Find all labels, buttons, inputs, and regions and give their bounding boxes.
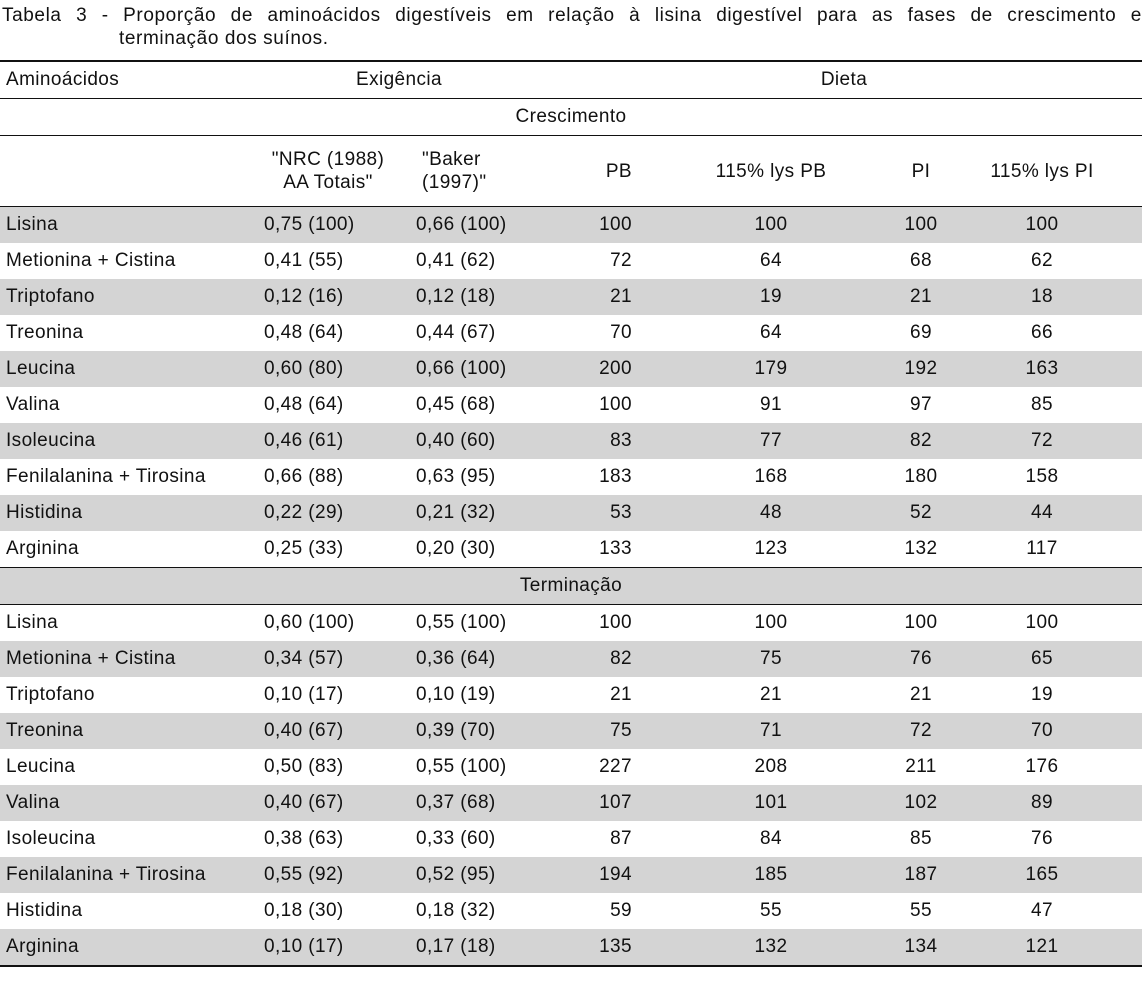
baker-value: 0,18 (32) <box>416 900 496 921</box>
pb-value: 82 <box>546 641 642 677</box>
table-row <box>0 243 1142 279</box>
table-row <box>0 459 1142 495</box>
amino-acid-name: Valina <box>0 785 252 821</box>
lys115-pb-value: 21 <box>760 684 782 705</box>
lys115-pi-value: 47 <box>1031 900 1053 921</box>
pb-value: 72 <box>610 250 632 271</box>
pi-value: 192 <box>900 351 942 387</box>
lys115-pi-value: 100 <box>942 207 1142 244</box>
caption-text-line-2: terminação dos suínos. <box>119 28 329 49</box>
amino-acid-name: Fenilalanina + Tirosina <box>0 857 252 893</box>
lys115-pi-value: 66 <box>1031 322 1053 343</box>
lys115-pb-value: 101 <box>642 785 900 821</box>
header-baker-line-2: (1997)" <box>422 172 487 193</box>
pi-value: 180 <box>904 466 938 487</box>
lys115-pi-value: 72 <box>942 423 1142 459</box>
nrc-value: 0,48 (64) <box>264 394 344 415</box>
lys115-pi-value: 100 <box>1025 612 1059 633</box>
table-row <box>0 929 1142 966</box>
lys115-pb-value: 132 <box>642 929 900 966</box>
lys115-pi-value: 19 <box>1031 684 1053 705</box>
pi-value: 102 <box>900 785 942 821</box>
amino-acid-name: Treonina <box>0 713 252 749</box>
pb-value: 107 <box>546 785 642 821</box>
pb-value: 194 <box>546 857 642 893</box>
pb-value: 87 <box>610 828 632 849</box>
lys115-pb-value: 19 <box>642 279 900 315</box>
section-row-crescimento <box>0 99 1142 136</box>
caption-line-1 <box>2 4 1142 27</box>
pb-value: 70 <box>610 322 632 343</box>
amino-acid-name: Isoleucina <box>6 828 96 849</box>
nrc-value: 0,18 (30) <box>264 900 344 921</box>
pi-value: 52 <box>900 495 942 531</box>
nrc-value: 0,50 (83) <box>264 756 344 777</box>
nrc-value: 0,22 (29) <box>252 495 404 531</box>
header-nrc-line-2: AA Totais" <box>283 172 373 193</box>
pb-value: 200 <box>546 351 642 387</box>
amino-acid-name: Histidina <box>0 495 252 531</box>
lys115-pi-value: 44 <box>942 495 1142 531</box>
lys115-pb-value: 75 <box>642 641 900 677</box>
nrc-value: 0,10 (17) <box>252 929 404 966</box>
pi-value: 76 <box>900 641 942 677</box>
table-row <box>0 495 1142 531</box>
lys115-pb-value: 100 <box>642 207 900 244</box>
section-row-terminacao <box>0 568 1142 605</box>
table-row <box>0 605 1142 642</box>
lys115-pb-value: 123 <box>754 538 788 559</box>
nrc-value: 0,12 (16) <box>252 279 404 315</box>
lys115-pi-value: 62 <box>1031 250 1053 271</box>
pb-value: 133 <box>599 538 632 559</box>
lys115-pi-value: 158 <box>1025 466 1059 487</box>
nrc-value: 0,55 (92) <box>252 857 404 893</box>
amino-acid-name: Triptofano <box>0 279 252 315</box>
table-row <box>0 531 1142 568</box>
header-baker-line-1: "Baker <box>422 149 481 170</box>
pb-value: 100 <box>599 394 632 415</box>
pb-value: 100 <box>546 207 642 244</box>
header-nrc <box>252 136 404 207</box>
pb-value: 135 <box>546 929 642 966</box>
pi-value: 68 <box>910 250 932 271</box>
lys115-pb-value: 91 <box>760 394 782 415</box>
lys115-pi-value: 70 <box>942 713 1142 749</box>
pb-value: 53 <box>546 495 642 531</box>
pb-value: 21 <box>546 279 642 315</box>
pi-value: 132 <box>904 538 938 559</box>
lys115-pb-value: 71 <box>642 713 900 749</box>
header-115-lys-pi: 115% lys PI <box>942 136 1142 207</box>
baker-value: 0,39 (70) <box>404 713 546 749</box>
section-body-crescimento <box>0 207 1142 568</box>
pi-value: 21 <box>900 279 942 315</box>
pi-value: 134 <box>900 929 942 966</box>
amino-acid-name: Lisina <box>0 207 252 244</box>
header-pb: PB <box>546 136 642 207</box>
header-dieta: Dieta <box>546 61 1142 99</box>
pi-value: 82 <box>900 423 942 459</box>
lys115-pb-value: 168 <box>754 466 788 487</box>
section-title-terminacao: Terminação <box>0 568 1142 605</box>
amino-acid-table <box>0 60 1142 967</box>
section-body-terminacao <box>0 605 1142 967</box>
pb-value: 83 <box>546 423 642 459</box>
lys115-pi-value: 76 <box>1031 828 1053 849</box>
baker-value: 0,63 (95) <box>416 466 496 487</box>
nrc-value: 0,60 (100) <box>264 612 355 633</box>
table-row <box>0 821 1142 857</box>
pi-value: 100 <box>904 612 938 633</box>
pi-value: 211 <box>905 756 937 777</box>
lys115-pb-value: 100 <box>754 612 788 633</box>
baker-value: 0,41 (62) <box>416 250 496 271</box>
nrc-value: 0,25 (33) <box>264 538 344 559</box>
nrc-value: 0,34 (57) <box>252 641 404 677</box>
table-row <box>0 893 1142 929</box>
table-row <box>0 279 1142 315</box>
pi-value: 187 <box>900 857 942 893</box>
pb-value: 100 <box>599 612 632 633</box>
lys115-pi-value: 18 <box>942 279 1142 315</box>
caption-label: Tabela 3 - <box>2 5 109 26</box>
lys115-pi-value: 163 <box>942 351 1142 387</box>
amino-acid-name: Lisina <box>6 612 59 633</box>
baker-value: 0,21 (32) <box>404 495 546 531</box>
baker-value: 0,40 (60) <box>404 423 546 459</box>
baker-value: 0,20 (30) <box>416 538 496 559</box>
table-caption <box>2 4 1142 50</box>
table-row <box>0 207 1142 244</box>
lys115-pi-value: 121 <box>942 929 1142 966</box>
baker-value: 0,10 (19) <box>416 684 496 705</box>
pi-value: 100 <box>900 207 942 244</box>
header-exigencia: Exigência <box>252 61 546 99</box>
amino-acid-name: Isoleucina <box>0 423 252 459</box>
baker-value: 0,17 (18) <box>404 929 546 966</box>
pi-value: 85 <box>910 828 932 849</box>
baker-value: 0,37 (68) <box>404 785 546 821</box>
header-row-2 <box>0 136 1142 207</box>
amino-acid-name: Valina <box>6 394 60 415</box>
header-aminoacidos: Aminoácidos <box>0 61 252 99</box>
lys115-pi-value: 85 <box>1031 394 1053 415</box>
header-row-1 <box>0 61 1142 99</box>
table-row <box>0 785 1142 821</box>
lys115-pb-value: 64 <box>760 250 782 271</box>
lys115-pb-value: 84 <box>760 828 782 849</box>
nrc-value: 0,75 (100) <box>252 207 404 244</box>
amino-acid-name: Leucina <box>0 351 252 387</box>
caption-text-line-1: Proporção de aminoácidos digestíveis em relação à lisina digestível para as fases de crescimento e <box>123 5 1142 26</box>
table-row <box>0 423 1142 459</box>
nrc-value: 0,41 (55) <box>264 250 344 271</box>
baker-value: 0,55 (100) <box>416 756 507 777</box>
pi-value: 21 <box>910 684 932 705</box>
table-row <box>0 677 1142 713</box>
pb-value: 75 <box>546 713 642 749</box>
baker-value: 0,36 (64) <box>404 641 546 677</box>
header-empty <box>0 136 252 207</box>
amino-acid-name: Triptofano <box>6 684 95 705</box>
amino-acid-name: Arginina <box>0 929 252 966</box>
nrc-value: 0,46 (61) <box>252 423 404 459</box>
pb-value: 227 <box>599 756 632 777</box>
baker-value: 0,55 (100) <box>416 612 507 633</box>
amino-acid-name: Metionina + Cistina <box>0 641 252 677</box>
amino-acid-name: Histidina <box>6 900 83 921</box>
baker-value: 0,66 (100) <box>404 207 546 244</box>
lys115-pb-value: 77 <box>642 423 900 459</box>
lys115-pb-value: 55 <box>760 900 782 921</box>
nrc-value: 0,40 (67) <box>252 713 404 749</box>
table-row <box>0 387 1142 423</box>
table-row <box>0 641 1142 677</box>
lys115-pi-value: 117 <box>1026 538 1058 559</box>
baker-value: 0,12 (18) <box>404 279 546 315</box>
baker-value: 0,45 (68) <box>416 394 496 415</box>
nrc-value: 0,60 (80) <box>252 351 404 387</box>
nrc-value: 0,38 (63) <box>264 828 344 849</box>
amino-acid-name: Metionina + Cistina <box>6 250 176 271</box>
lys115-pi-value: 176 <box>1025 756 1059 777</box>
header-115-lys-pb: 115% lys PB <box>642 136 900 207</box>
table-row <box>0 315 1142 351</box>
lys115-pb-value: 185 <box>642 857 900 893</box>
amino-acid-name: Treonina <box>6 322 84 343</box>
lys115-pb-value: 179 <box>642 351 900 387</box>
nrc-value: 0,40 (67) <box>252 785 404 821</box>
pi-value: 69 <box>910 322 932 343</box>
amino-acid-name: Fenilalanina + Tirosina <box>6 466 206 487</box>
baker-value: 0,52 (95) <box>404 857 546 893</box>
pb-value: 183 <box>599 466 632 487</box>
header-baker <box>404 136 546 207</box>
pi-value: 55 <box>910 900 932 921</box>
section-title-crescimento: Crescimento <box>0 99 1142 136</box>
baker-value: 0,66 (100) <box>404 351 546 387</box>
pi-value: 72 <box>900 713 942 749</box>
lys115-pi-value: 65 <box>942 641 1142 677</box>
header-pi: PI <box>900 136 942 207</box>
lys115-pi-value: 165 <box>942 857 1142 893</box>
lys115-pb-value: 64 <box>760 322 782 343</box>
lys115-pi-value: 89 <box>942 785 1142 821</box>
nrc-value: 0,66 (88) <box>264 466 344 487</box>
baker-value: 0,33 (60) <box>416 828 496 849</box>
pi-value: 97 <box>910 394 932 415</box>
table-row <box>0 857 1142 893</box>
table-row <box>0 713 1142 749</box>
table-row <box>0 749 1142 785</box>
pb-value: 59 <box>610 900 632 921</box>
lys115-pb-value: 208 <box>754 756 788 777</box>
nrc-value: 0,48 (64) <box>264 322 344 343</box>
table-row <box>0 351 1142 387</box>
lys115-pb-value: 48 <box>642 495 900 531</box>
amino-acid-name: Leucina <box>6 756 76 777</box>
nrc-value: 0,10 (17) <box>264 684 344 705</box>
baker-value: 0,44 (67) <box>416 322 496 343</box>
pb-value: 21 <box>610 684 632 705</box>
header-nrc-line-1: "NRC (1988) <box>271 149 385 170</box>
amino-acid-name: Arginina <box>6 538 79 559</box>
